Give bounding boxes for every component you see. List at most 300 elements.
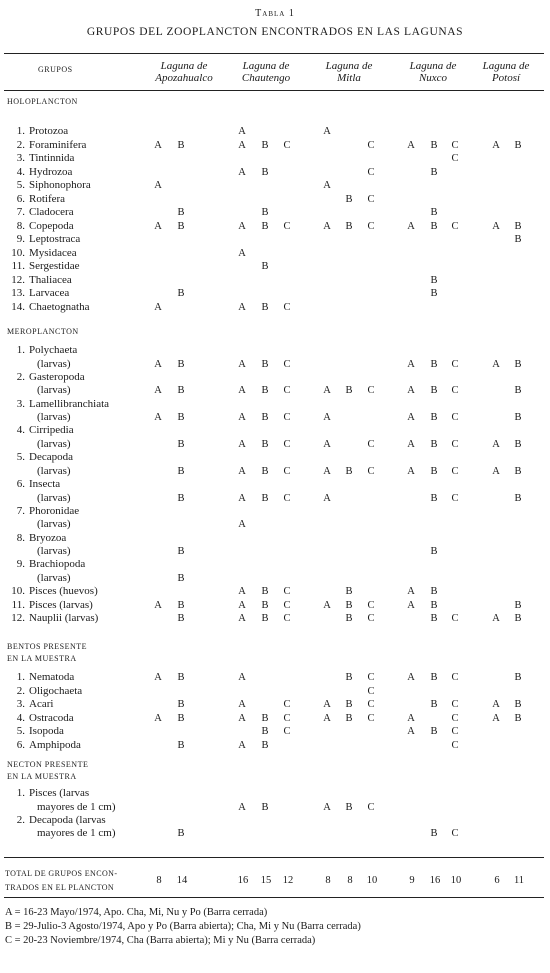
presence-mark-b: B [514, 412, 522, 424]
presence-mark-b: B [430, 288, 438, 299]
presence-mark-b: B [514, 599, 522, 611]
total-value: 6 [494, 875, 500, 886]
table-row-continuation [0, 358, 550, 371]
table-row [0, 585, 550, 598]
table-row [0, 612, 550, 625]
table-row-continuation [0, 438, 550, 451]
presence-mark-a: A [238, 599, 246, 611]
presence-mark-a: A [323, 438, 331, 450]
presence-mark-b: B [261, 586, 269, 598]
table-row-continuation [0, 492, 550, 505]
presence-mark-b: B [514, 358, 522, 370]
presence-mark-a: A [238, 465, 246, 477]
presence-mark-c: C [367, 385, 375, 397]
group-name: Lamellibranchiata [29, 397, 110, 410]
presence-mark-b: B [261, 166, 269, 178]
presence-mark-b: B [261, 207, 269, 218]
row-number: 3. [16, 698, 25, 710]
table-title: GRUPOS DEL ZOOPLANCTON ENCONTRADOS EN LAS LAGUNAS [86, 26, 464, 38]
presence-mark-c: C [451, 358, 459, 370]
row-number: 2. [16, 813, 25, 826]
total-value: 8 [156, 875, 162, 886]
presence-mark-b: B [177, 465, 185, 477]
row-number: 6. [16, 192, 25, 205]
presence-mark-a: A [492, 699, 500, 710]
presence-mark-c: C [283, 301, 291, 313]
presence-mark-a: A [323, 801, 331, 813]
group-name: Amphipoda [29, 738, 81, 751]
group-name: Siphonophora [29, 179, 91, 191]
table-row [0, 478, 550, 491]
presence-mark-c: C [451, 385, 459, 397]
presence-mark-a: A [407, 726, 415, 737]
group-name: Brachiopoda [29, 558, 86, 571]
table-row-continuation [0, 465, 550, 478]
presence-mark-b: B [261, 261, 269, 272]
presence-mark-a: A [238, 247, 246, 259]
presence-mark-b: B [430, 438, 438, 450]
group-name: Rotifera [29, 192, 66, 205]
table-row-continuation [0, 384, 550, 397]
presence-mark-b: B [430, 828, 438, 840]
presence-mark-a: A [492, 220, 500, 232]
presence-mark-c: C [283, 438, 291, 450]
group-name-continuation: (larvas) [37, 384, 71, 397]
group-name: Insecta [29, 478, 61, 490]
presence-mark-b: B [430, 546, 438, 558]
presence-mark-b: B [430, 274, 438, 286]
presence-mark-b: B [177, 207, 185, 218]
row-number: 9. [16, 558, 25, 571]
total-value: 16 [237, 875, 249, 886]
presence-mark-b: B [430, 492, 438, 504]
presence-mark-b: B [514, 465, 522, 477]
presence-mark-a: A [323, 599, 331, 611]
presence-mark-c: C [283, 465, 291, 477]
total-value: 10 [450, 875, 462, 886]
presence-mark-a: A [238, 519, 246, 531]
table-row [0, 193, 550, 206]
presence-mark-c: C [367, 672, 375, 683]
table-row [0, 671, 550, 684]
row-number: 6. [16, 738, 25, 751]
group-name: Ostracoda [29, 711, 74, 724]
presence-mark-a: A [407, 465, 415, 477]
section-title: EN LA MUESTRA [7, 772, 77, 781]
group-name: Mysidacea [29, 246, 77, 259]
presence-mark-a: A [323, 412, 331, 424]
presence-mark-a: A [238, 358, 246, 370]
presence-mark-a: A [323, 126, 331, 137]
group-name: Pisces (larvas [29, 787, 90, 799]
row-number: 2. [16, 370, 25, 383]
group-name: Thaliacea [29, 273, 72, 286]
header-rule [4, 90, 544, 91]
presence-mark-c: C [451, 153, 459, 164]
presence-mark-b: B [177, 828, 185, 840]
row-number: 10. [11, 246, 25, 259]
total-value: 9 [409, 875, 415, 886]
footnote-c: C = 20-23 Noviembre/1974, Cha (Barra abierta); Mi y Nu (Barra cerrada) [5, 935, 316, 946]
presence-mark-a: A [154, 301, 162, 313]
presence-mark-b: B [261, 492, 269, 504]
table-row [0, 451, 550, 464]
presence-mark-a: A [407, 599, 415, 611]
presence-mark-b: B [177, 288, 185, 299]
table-row [0, 712, 550, 725]
presence-mark-b: B [261, 465, 269, 477]
row-number: 6. [16, 478, 25, 490]
group-name: Tintinnida [29, 152, 75, 164]
row-number: 4. [16, 165, 25, 178]
presence-mark-a: A [238, 712, 246, 724]
section-title: EN LA MUESTRA [7, 654, 77, 663]
presence-mark-b: B [514, 672, 522, 683]
row-number: 10. [11, 585, 25, 598]
presence-mark-a: A [407, 438, 415, 450]
presence-mark-b: B [177, 385, 185, 397]
presence-mark-a: A [492, 438, 500, 450]
presence-mark-c: C [283, 385, 291, 397]
presence-mark-b: B [177, 613, 185, 625]
presence-mark-b: B [345, 385, 353, 397]
presence-mark-b: B [261, 712, 269, 724]
presence-mark-c: C [367, 139, 375, 151]
presence-mark-a: A [407, 139, 415, 151]
group-name: Acari [29, 698, 54, 710]
presence-mark-a: A [407, 412, 415, 424]
presence-mark-c: C [451, 139, 459, 151]
group-name: Copepoda [29, 219, 74, 232]
presence-mark-b: B [177, 358, 185, 370]
table-row [0, 301, 550, 314]
group-name: Leptostraca [29, 233, 81, 245]
potosi-column-header: Laguna de Potosí [482, 60, 530, 84]
row-number: 1. [16, 787, 25, 799]
group-name-continuation: (larvas) [37, 571, 71, 584]
presence-mark-c: C [451, 726, 459, 737]
row-number: 9. [16, 233, 25, 245]
footnote-rule [4, 897, 544, 898]
row-number: 11. [11, 260, 25, 272]
table-row [0, 558, 550, 571]
group-name-continuation: (larvas) [37, 464, 71, 477]
presence-mark-a: A [238, 801, 246, 813]
presence-mark-a: A [154, 672, 162, 683]
table-row [0, 233, 550, 246]
presence-mark-b: B [430, 358, 438, 370]
presence-mark-b: B [430, 412, 438, 424]
presence-mark-b: B [261, 613, 269, 625]
table-row [0, 274, 550, 287]
presence-mark-b: B [261, 726, 269, 737]
group-name: Gasteropoda [29, 370, 85, 383]
presence-mark-a: A [407, 358, 415, 370]
table-row [0, 344, 550, 357]
total-value: 8 [325, 875, 331, 886]
table-row-continuation [0, 411, 550, 424]
table-row [0, 260, 550, 273]
group-name-continuation: (larvas) [37, 411, 71, 424]
presence-mark-c: C [283, 412, 291, 424]
presence-mark-b: B [177, 412, 185, 424]
table-row [0, 787, 550, 800]
apozahualco-column-header: Laguna de Apozahualco [155, 60, 213, 84]
presence-mark-b: B [514, 699, 522, 710]
presence-mark-b: B [345, 801, 353, 813]
presence-mark-c: C [367, 465, 375, 477]
presence-mark-a: A [238, 385, 246, 397]
row-number: 3. [16, 397, 25, 410]
presence-mark-a: A [323, 699, 331, 710]
presence-mark-c: C [367, 438, 375, 450]
presence-mark-a: A [154, 139, 162, 151]
presence-mark-b: B [514, 385, 522, 397]
presence-mark-b: B [261, 139, 269, 151]
presence-mark-a: A [323, 385, 331, 397]
table-row [0, 739, 550, 752]
presence-mark-a: A [154, 180, 162, 191]
presence-mark-a: A [238, 699, 246, 710]
presence-mark-c: C [367, 599, 375, 611]
presence-mark-c: C [451, 712, 459, 724]
presence-mark-c: C [451, 220, 459, 232]
presence-mark-b: B [177, 599, 185, 611]
section-title: BENTOS PRESENTE [7, 642, 88, 651]
presence-mark-b: B [430, 139, 438, 151]
row-number: 2. [16, 138, 25, 151]
row-number: 11. [11, 598, 25, 611]
presence-mark-c: C [451, 438, 459, 450]
presence-mark-c: C [451, 699, 459, 710]
presence-mark-b: B [514, 712, 522, 724]
row-number: 12. [11, 612, 25, 625]
presence-mark-b: B [514, 613, 522, 625]
presence-mark-b: B [261, 412, 269, 424]
presence-mark-b: B [430, 599, 438, 611]
row-number: 1. [16, 671, 25, 683]
presence-mark-a: A [323, 220, 331, 232]
presence-mark-a: A [154, 220, 162, 232]
footnote-b: B = 29-Julio-3 Agosto/1974, Apo y Po (Barra abierta); Cha, Mi y Nu (Barra cerrada) [5, 921, 361, 932]
presence-mark-a: A [407, 586, 415, 598]
presence-mark-c: C [283, 220, 291, 232]
presence-mark-c: C [283, 613, 291, 625]
top-rule [4, 53, 544, 54]
presence-mark-b: B [261, 739, 269, 751]
presence-mark-a: A [238, 412, 246, 424]
table-row [0, 371, 550, 384]
group-name-continuation: mayores de 1 cm) [37, 827, 116, 840]
presence-mark-b: B [345, 613, 353, 625]
total-value: 15 [260, 875, 272, 886]
presence-mark-b: B [345, 465, 353, 477]
group-name: Nauplii (larvas) [29, 612, 99, 625]
presence-mark-b: B [430, 699, 438, 710]
presence-mark-b: B [345, 599, 353, 611]
presence-mark-b: B [177, 546, 185, 558]
presence-mark-b: B [430, 726, 438, 737]
row-number: 1. [16, 125, 25, 137]
presence-mark-a: A [407, 220, 415, 232]
total-value: 10 [366, 875, 378, 886]
presence-mark-b: B [261, 301, 269, 313]
table-row [0, 247, 550, 260]
presence-mark-a: A [238, 166, 246, 178]
mitla-column-header: Laguna de Mitla [325, 60, 373, 84]
group-name-continuation: mayores de 1 cm) [37, 800, 116, 813]
group-name-continuation: (larvas) [37, 491, 71, 504]
table-row-continuation [0, 827, 550, 840]
row-number: 7. [16, 504, 25, 517]
presence-mark-a: A [323, 712, 331, 724]
group-name: Sergestidae [29, 260, 80, 272]
presence-mark-a: A [238, 301, 246, 313]
presence-mark-a: A [154, 358, 162, 370]
group-name: Protozoa [29, 125, 69, 137]
presence-mark-b: B [261, 385, 269, 397]
group-name-continuation: (larvas) [37, 518, 71, 531]
presence-mark-c: C [367, 166, 375, 178]
table-row [0, 532, 550, 545]
presence-mark-b: B [514, 139, 522, 151]
presence-mark-c: C [283, 726, 291, 737]
footnote-a: A = 16-23 Mayo/1974, Apo. Cha, Mi, Nu y Po (Barra cerrada) [5, 907, 268, 918]
table-row [0, 698, 550, 711]
nuxco-column-header: Laguna de Nuxco [409, 60, 457, 84]
presence-mark-c: C [367, 220, 375, 232]
group-name: Oligochaeta [29, 684, 83, 697]
presence-mark-a: A [492, 465, 500, 477]
table-row-continuation [0, 801, 550, 814]
table-row [0, 166, 550, 179]
group-name: Polychaeta [29, 344, 78, 356]
presence-mark-b: B [177, 438, 185, 450]
presence-mark-c: C [451, 672, 459, 683]
presence-mark-b: B [345, 699, 353, 710]
presence-mark-c: C [283, 139, 291, 151]
group-name: Cirripedia [29, 424, 74, 437]
presence-mark-b: B [261, 220, 269, 232]
presence-mark-a: A [238, 126, 246, 137]
row-number: 14. [11, 300, 25, 313]
presence-mark-a: A [154, 599, 162, 611]
row-number: 2. [16, 684, 25, 697]
section-title: HOLOPLANCTON [7, 97, 78, 106]
table-row [0, 725, 550, 738]
presence-mark-b: B [514, 220, 522, 232]
table-row [0, 505, 550, 518]
group-name-continuation: (larvas) [37, 545, 71, 558]
group-name: Pisces (huevos) [29, 585, 98, 598]
group-name: Pisces (larvas) [29, 598, 93, 611]
presence-mark-b: B [177, 712, 185, 724]
presence-mark-a: A [154, 712, 162, 724]
table-row [0, 599, 550, 612]
table-row [0, 287, 550, 300]
presence-mark-a: A [238, 438, 246, 450]
table-row [0, 125, 550, 138]
table-row-continuation [0, 545, 550, 558]
presence-mark-a: A [407, 712, 415, 724]
presence-mark-b: B [177, 672, 185, 683]
presence-mark-b: B [430, 465, 438, 477]
row-number: 5. [16, 451, 25, 464]
presence-mark-b: B [430, 166, 438, 178]
presence-mark-b: B [261, 599, 269, 611]
presence-mark-b: B [514, 492, 522, 504]
presence-mark-b: B [345, 193, 353, 205]
presence-mark-b: B [430, 613, 438, 625]
presence-mark-b: B [177, 572, 185, 584]
presence-mark-b: B [430, 220, 438, 232]
presence-mark-b: B [261, 438, 269, 450]
group-name: Foraminifera [29, 138, 87, 151]
presence-mark-b: B [177, 739, 185, 751]
group-name: Decapoda (larvas [29, 813, 106, 826]
section-title: MEROPLANCTON [7, 327, 79, 336]
presence-mark-b: B [177, 220, 185, 232]
presence-mark-b: B [514, 234, 522, 245]
chautengo-column-header: Laguna de Chautengo [241, 60, 291, 84]
presence-mark-c: C [283, 712, 291, 724]
row-number: 8. [16, 531, 25, 544]
presence-mark-a: A [238, 613, 246, 625]
table-row [0, 220, 550, 233]
presence-mark-b: B [261, 801, 269, 813]
presence-mark-c: C [451, 412, 459, 424]
presence-mark-b: B [345, 672, 353, 683]
presence-mark-a: A [407, 672, 415, 683]
group-name: Chaetognatha [29, 300, 90, 313]
table-row [0, 398, 550, 411]
group-name-continuation: (larvas) [37, 437, 71, 450]
presence-mark-b: B [430, 207, 438, 218]
row-number: 5. [16, 725, 25, 737]
presence-mark-c: C [283, 599, 291, 611]
row-number: 8. [16, 219, 25, 232]
row-number: 12. [11, 273, 25, 286]
groups-column-header: GRUPOS [38, 65, 73, 74]
presence-mark-a: A [238, 220, 246, 232]
table-row [0, 206, 550, 219]
table-row [0, 152, 550, 165]
group-name: Decapoda [29, 451, 73, 464]
presence-mark-c: C [367, 193, 375, 205]
presence-mark-c: C [451, 828, 459, 840]
presence-mark-b: B [177, 139, 185, 151]
presence-mark-b: B [430, 586, 438, 598]
presence-mark-a: A [238, 586, 246, 598]
table-row [0, 139, 550, 152]
row-number: 7. [16, 206, 25, 218]
presence-mark-c: C [451, 613, 459, 625]
group-name-continuation: (larvas) [37, 357, 71, 370]
presence-mark-b: B [345, 220, 353, 232]
presence-mark-b: B [430, 385, 438, 397]
presence-mark-a: A [238, 672, 246, 683]
group-name: Phoronidae [29, 504, 80, 517]
table-row-continuation [0, 572, 550, 585]
presence-mark-a: A [492, 139, 500, 151]
row-number: 3. [16, 152, 25, 164]
total-value: 14 [176, 875, 188, 886]
presence-mark-a: A [323, 465, 331, 477]
presence-mark-a: A [238, 139, 246, 151]
row-number: 4. [16, 424, 25, 437]
group-name: Nematoda [29, 671, 75, 683]
presence-mark-a: A [323, 492, 331, 504]
